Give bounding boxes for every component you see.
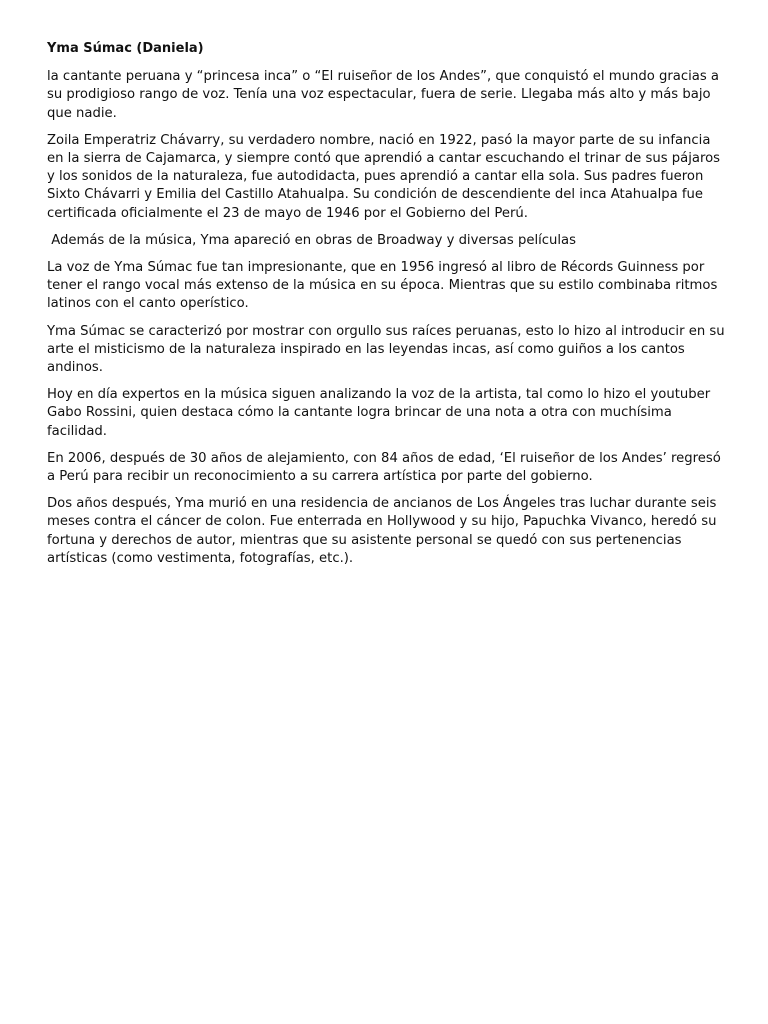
paragraph-guinness: La voz de Yma Súmac fue tan impresionante, que en 1956 ingresó al libro de Récords Guinness por tener el rango vocal más extenso de la música en su época. Mientras que su estilo combinaba ritmos latinos con el canto operístico. [47,260,722,312]
paragraph-peruvian-roots: Yma Súmac se caracterizó por mostrar con orgullo sus raíces peruanas, esto lo hizo al introducir en su arte el misticismo de la naturaleza inspirado en las leyendas incas, así como guiños a los cantos andinos. [47,323,729,376]
document-page [47,40,727,577]
document-title: Yma Súmac (Daniela) [47,41,204,56]
paragraph-intro: la cantante peruana y “princesa inca” o “El ruiseñor de los Andes”, que conquistó el mundo gracias a su prodigioso rango de voz. Tenía una voz espectacular, fuera de serie. Llegaba más alto y más bajo que nadie. [47,69,724,121]
paragraph-early-life: Zoila Emperatriz Chávarry, su verdadero nombre, nació en 1922, pasó la mayor parte de su infancia en la sierra de Cajamarca, y siempre contó que aprendió a cantar escuchando el trinar de sus pájaros y los sonidos de la naturaleza, fue autodidacta, pues aprendió a cantar ella sola. Sus padres fueron Sixto Chávarri y Emilia del Castillo Atahualpa. Su condición de descendiente del inca Atahualpa fue certificada oficialmente el 23 de mayo de 1946 por el Gobierno del Perú. [47,132,725,221]
paragraph-death: Dos años después, Yma murió en una residencia de ancianos de Los Ángeles tras luchar durante seis meses contra el cáncer de colon. Fue enterrada en Hollywood y su hijo, Papuchka Vivanco, heredó su fortuna y derechos de autor, mientras que su asistente personal se quedó con sus pertenencias artísticas (como vestimenta, fotografías, etc.). [47,496,721,566]
paragraph-broadway: Además de la música, Yma apareció en obras de Broadway y diversas películas [47,232,576,248]
paragraph-experts: Hoy en día expertos en la música siguen analizando la voz de la artista, tal como lo hizo el youtuber Gabo Rossini, quien destaca cómo la cantante logra brincar de una nota a otra con muchísima facilidad. [47,387,715,439]
paragraph-return-2006: En 2006, después de 30 años de alejamiento, con 84 años de edad, ‘El ruiseñor de los Andes’ regresó a Perú para recibir un reconocimiento a su carrera artística por parte del gobierno. [47,450,726,485]
